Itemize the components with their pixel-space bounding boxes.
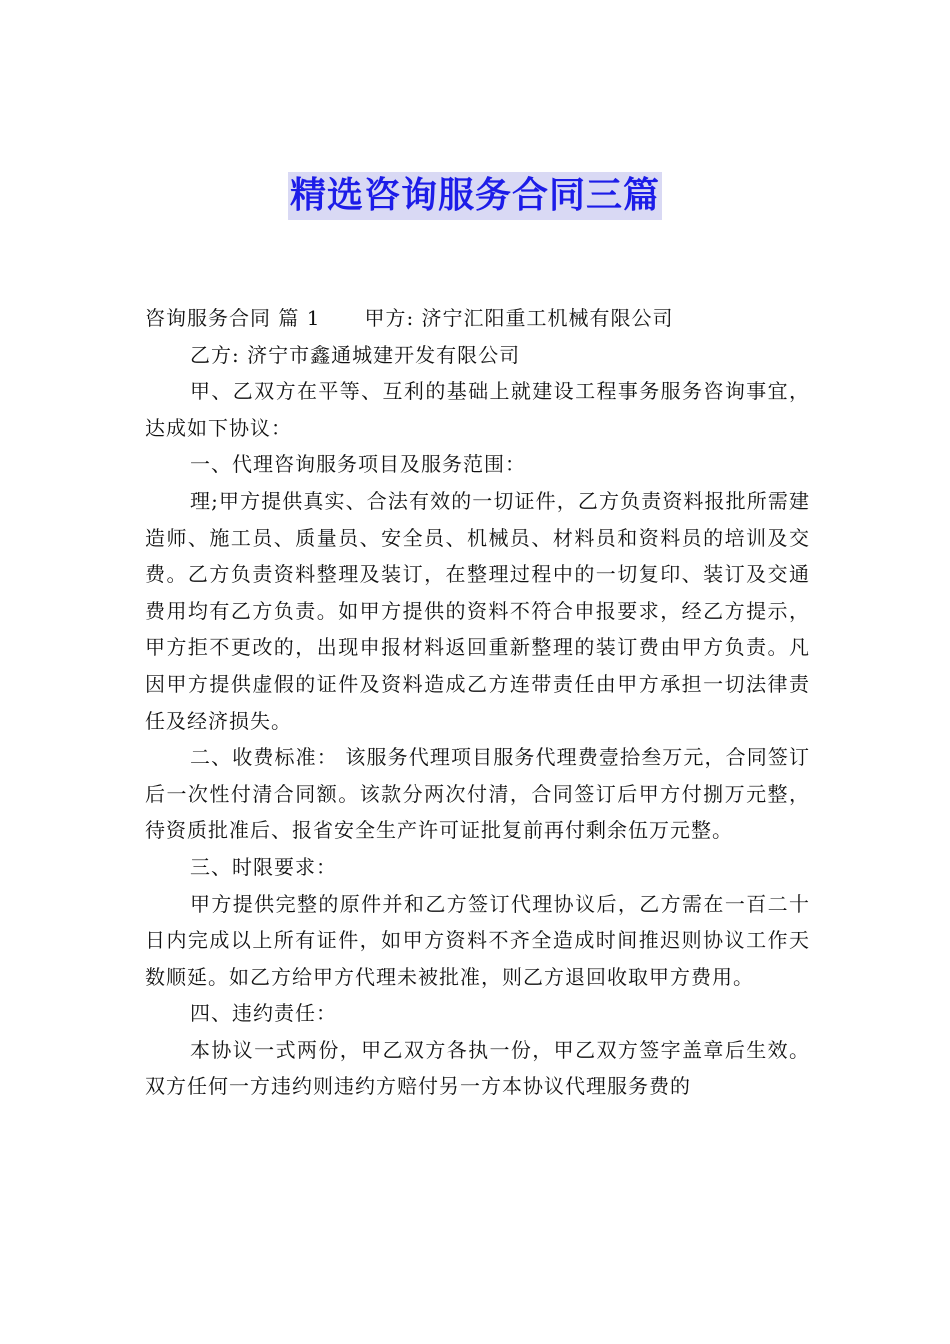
document-title: 精选咨询服务合同三篇	[288, 172, 662, 220]
section-label: 咨询服务合同 篇 1	[145, 306, 321, 330]
paragraph-intro: 甲、乙双方在平等、互利的基础上就建设工程事务服务咨询事宜，达成如下协议：	[145, 379, 810, 440]
paragraph-party-b: 乙方: 济宁市鑫通城建开发有限公司	[190, 342, 521, 367]
paragraph-scope: 理;甲方提供真实、合法有效的一切证件，乙方负责资料报批所需建造师、施工员、质量员、安全员、机械员、材料员和资料员的培训及交费。乙方负责资料整理及装订，在整理过程中的一切复印、装订及交通费用均有乙方负责。如甲方提供的资料不符合申报要求，经乙方提示，甲方拒不更改的，出现申报材料返回重新整理的装订费由甲方负责。凡因甲方提供虚假的证件及资料造成乙方连带责任由甲方承担一切法律责任及经济损失。	[145, 488, 810, 733]
heading-scope: 一、代理咨询服务项目及服务范围：	[190, 452, 526, 477]
title-container	[0, 172, 950, 220]
first-line	[145, 300, 810, 337]
heading-breach: 四、违约责任：	[190, 1001, 337, 1026]
paragraph-fees: 二、收费标准： 该服务代理项目服务代理费壹拾叁万元，合同签订后一次性付清合同额。该款分两次付清，合同签订后甲方付捌万元整，待资质批准后、报省安全生产许可证批复前再付剩余伍万元整。	[145, 745, 810, 843]
document-body	[145, 300, 810, 1105]
heading-time: 三、时限要求：	[190, 854, 337, 879]
party-a: 甲方: 济宁汇阳重工机械有限公司	[364, 306, 674, 330]
paragraph-time: 甲方提供完整的原件并和乙方签订代理协议后，乙方需在一百二十日内完成以上所有证件，如甲方资料不齐全造成时间推迟则协议工作天数顺延。如乙方给甲方代理未被批准，则乙方退回收取甲方费用。	[145, 891, 810, 989]
paragraph-breach: 本协议一式两份，甲乙双方各执一份，甲乙双方签字盖章后生效。双方任何一方违约则违约方赔付另一方本协议代理服务费的	[145, 1037, 810, 1099]
